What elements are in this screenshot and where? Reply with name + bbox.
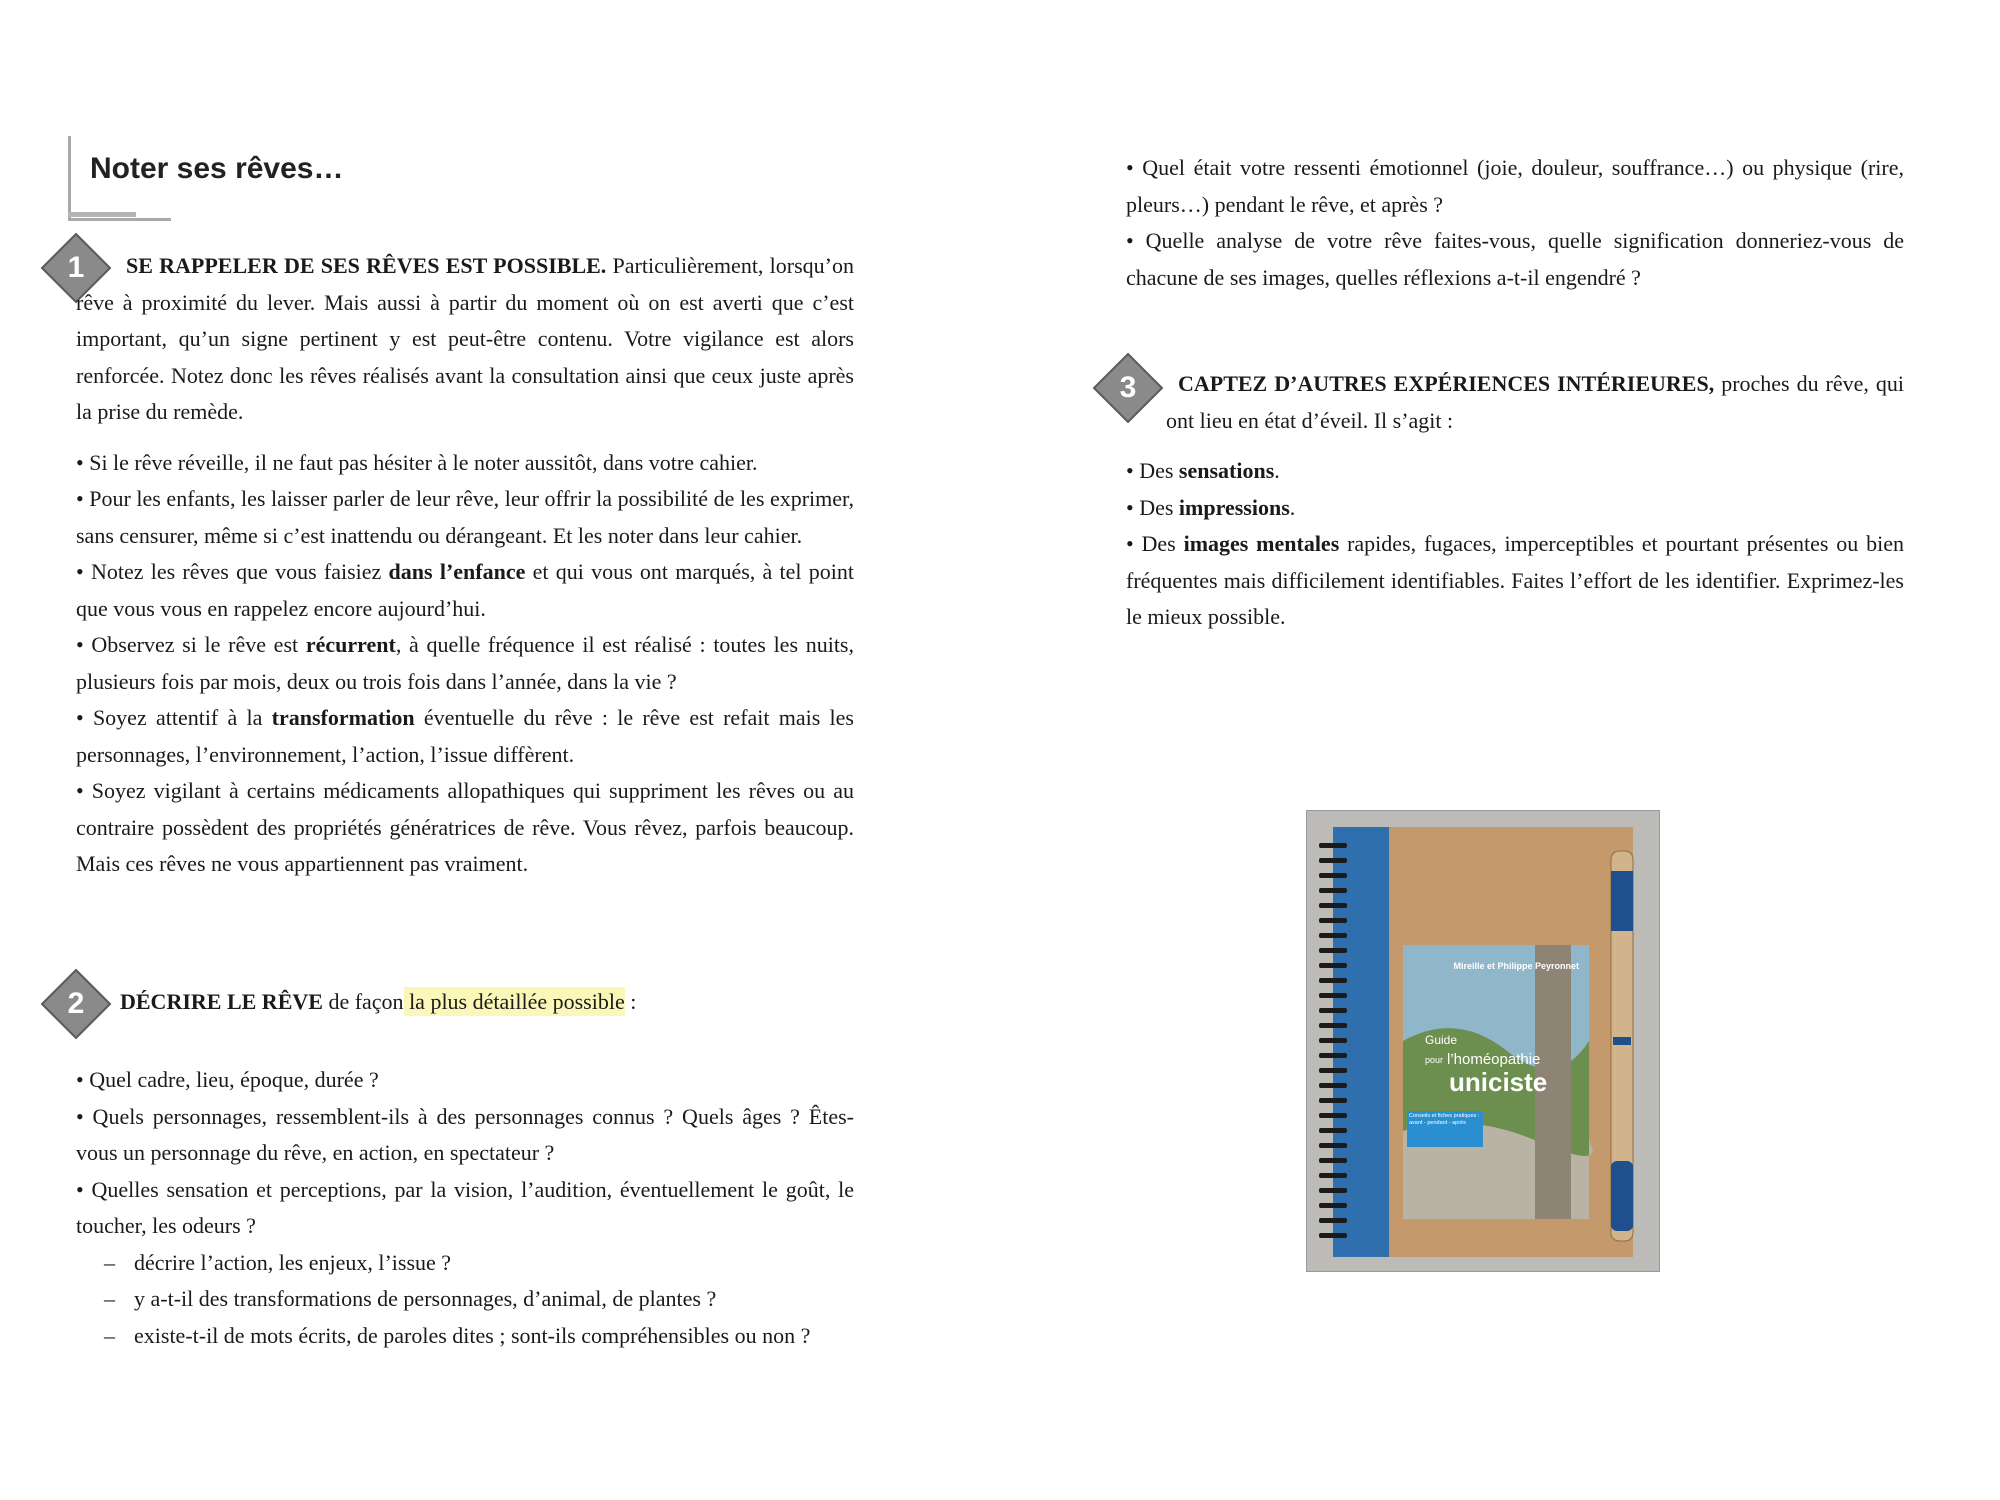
list-item: • Soyez vigilant à certains médicaments allopathiques qui suppriment les rêves ou au contraire possèdent des propriétés génératrices de rêve. Vous rêvez, parfois beaucoup. Mais ces rêves ne vous appartiennent pas vraiment.	[76, 778, 854, 876]
list-item: • Soyez attentif à la transformation éventuelle du rêve : le rêve est refait mais les personnages, l’environnement, l’action, l’issue diffèrent.	[76, 705, 854, 767]
book-title-3: l’homéopathie	[1447, 1051, 1541, 1068]
list-item: • Des sensations.	[1126, 458, 1280, 483]
list-item: • Si le rêve réveille, il ne faut pas hésiter à le noter aussitôt, dans votre cahier.	[76, 449, 758, 475]
list-item: • Pour les enfants, les laisser parler de leur rêve, leur offrir la possibilité de les exprimer, sans censurer, même si c’est inattendu ou dérangeant. Et les noter dans leur cahier.	[76, 486, 854, 548]
section-1-badge: 1	[40, 232, 112, 304]
list-item: • Des impressions.	[1126, 494, 1296, 520]
left-column	[76, 248, 854, 883]
section-3-text	[1126, 366, 1904, 636]
highlighted-text: la plus détaillée possible	[403, 989, 625, 1014]
book-title-2: pour	[1425, 1055, 1444, 1065]
list-item: • Des images mentales rapides, fugaces, imperceptibles et pourtant présentes ou bien fréquentes mais difficilement identifiables. Faites l’effort de les identifier. Exprimez-les le mieux possible.	[1126, 531, 1905, 629]
section-2-badge: 2	[40, 968, 112, 1040]
page-title: Noter ses rêves…	[90, 152, 344, 185]
book-authors: Mireille et Philippe Peyronnet	[1453, 961, 1579, 971]
title-underline	[68, 212, 136, 217]
right-column	[1126, 150, 1904, 296]
section-2-heading: DÉCRIRE LE RÊVE	[120, 989, 323, 1014]
list-item: • Quel était votre ressenti émotionnel (joie, douleur, souffrance…) ou physique (rire, pleurs…) pendant le rêve, et après ?	[1126, 155, 1904, 217]
section-2-list	[76, 1062, 854, 1354]
book-title-4: uniciste	[1449, 1067, 1548, 1097]
list-item: • Observez si le rêve est récurrent, à quelle fréquence il est réalisé : toutes les nuits, plusieurs fois par mois, deux ou trois fois dans l’année, dans la vie ?	[76, 632, 854, 694]
book-subtitle: Conseils et fiches pratiques : avant - pendant - après	[1409, 1113, 1480, 1126]
section-1-intro: SE RAPPELER DE SES RÊVES EST POSSIBLE. Particulièrement, lorsqu’on rêve à proximité du lever. Mais aussi à partir du moment où on est averti que c’est important, qu’un signe pertinent y est peut-être contenu. Votre vigilance est alors renforcée. Notez donc les rêves réalisés avant la consultation ainsi que ceux juste après la prise du remède.	[76, 253, 854, 424]
list-item: • Quelle analyse de votre rêve faites-vous, quelle signification donneriez-vous de chacune de ses images, quelles réflexions a-t-il engendré ?	[1126, 228, 1904, 290]
book-title-1: Guide	[1425, 1033, 1458, 1047]
section-3-heading: CAPTEZ D’AUTRES EXPÉRIENCES INTÉRIEURES,	[1178, 371, 1715, 396]
section-2-intro: DÉCRIRE LE RÊVE de façon la plus détaillée possible :	[120, 989, 637, 1014]
section-1-heading: SE RAPPELER DE SES RÊVES EST POSSIBLE.	[126, 253, 607, 278]
section-3-badge: 3	[1092, 352, 1164, 424]
dash-item: – y a-t-il des transformations de personnages, d’animal, de plantes ?	[104, 1286, 717, 1311]
section-3-intro: CAPTEZ D’AUTRES EXPÉRIENCES INTÉRIEURES, proches du rêve, qui ont lieu en état d’éveil. Il s’agit :	[1166, 371, 1905, 433]
list-item: • Notez les rêves que vous faisiez dans l’enfance et qui vous ont marqués, à tel point que vous vous en rappelez encore aujourd’hui.	[76, 559, 854, 621]
dash-item: – existe-t-il de mots écrits, de paroles dites ; sont-ils compréhensibles ou non ?	[104, 1322, 811, 1348]
list-item: • Quelles sensation et perceptions, par la vision, l’audition, éventuellement le goût, le toucher, les odeurs ?	[76, 1176, 854, 1238]
dash-item: – décrire l’action, les enjeux, l’issue ?	[104, 1249, 452, 1275]
notebook-photo	[1306, 810, 1660, 1272]
list-item: • Quel cadre, lieu, époque, durée ?	[76, 1067, 379, 1092]
notebook-illustration	[1307, 811, 1659, 1271]
list-item: • Quels personnages, ressemblent-ils à des personnages connus ? Quels âges ? Êtes-vous un personnage du rêve, en action, en spectateur ?	[76, 1103, 854, 1165]
